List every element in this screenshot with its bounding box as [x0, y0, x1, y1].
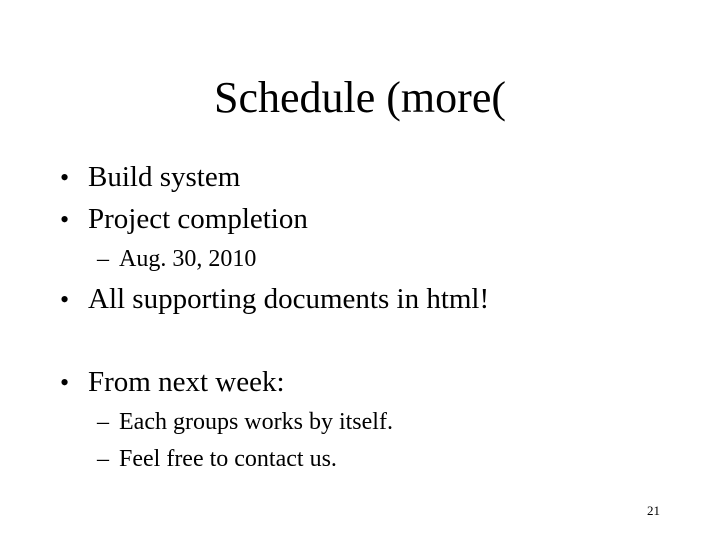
sub-bullet-item — [97, 407, 393, 437]
sub-bullet-text: Aug. 30, 2010 — [119, 246, 257, 272]
sub-bullet-text: Feel free to contact us. — [119, 446, 337, 472]
slide-title: Schedule (more( — [214, 73, 506, 122]
bullet-marker: • — [60, 163, 70, 192]
dash-marker: – — [97, 446, 109, 472]
bullet-text: All supporting documents in html! — [88, 283, 490, 315]
bullet-text: Project completion — [88, 203, 308, 235]
bullet-item — [60, 202, 308, 237]
dash-marker: – — [97, 409, 109, 435]
bullet-item — [60, 365, 285, 400]
sub-bullet-item — [97, 244, 256, 274]
dash-marker: – — [97, 246, 109, 272]
bullet-item — [60, 282, 489, 317]
bullet-item — [60, 160, 240, 195]
bullet-marker: • — [60, 368, 70, 397]
bullet-marker: • — [60, 285, 70, 314]
bullet-text: From next week: — [88, 366, 285, 398]
bullet-text: Build system — [88, 161, 241, 193]
bullet-marker: • — [60, 205, 70, 234]
sub-bullet-item — [97, 444, 337, 474]
sub-bullet-text: Each groups works by itself. — [119, 409, 393, 435]
page-number: 21 — [647, 503, 660, 518]
